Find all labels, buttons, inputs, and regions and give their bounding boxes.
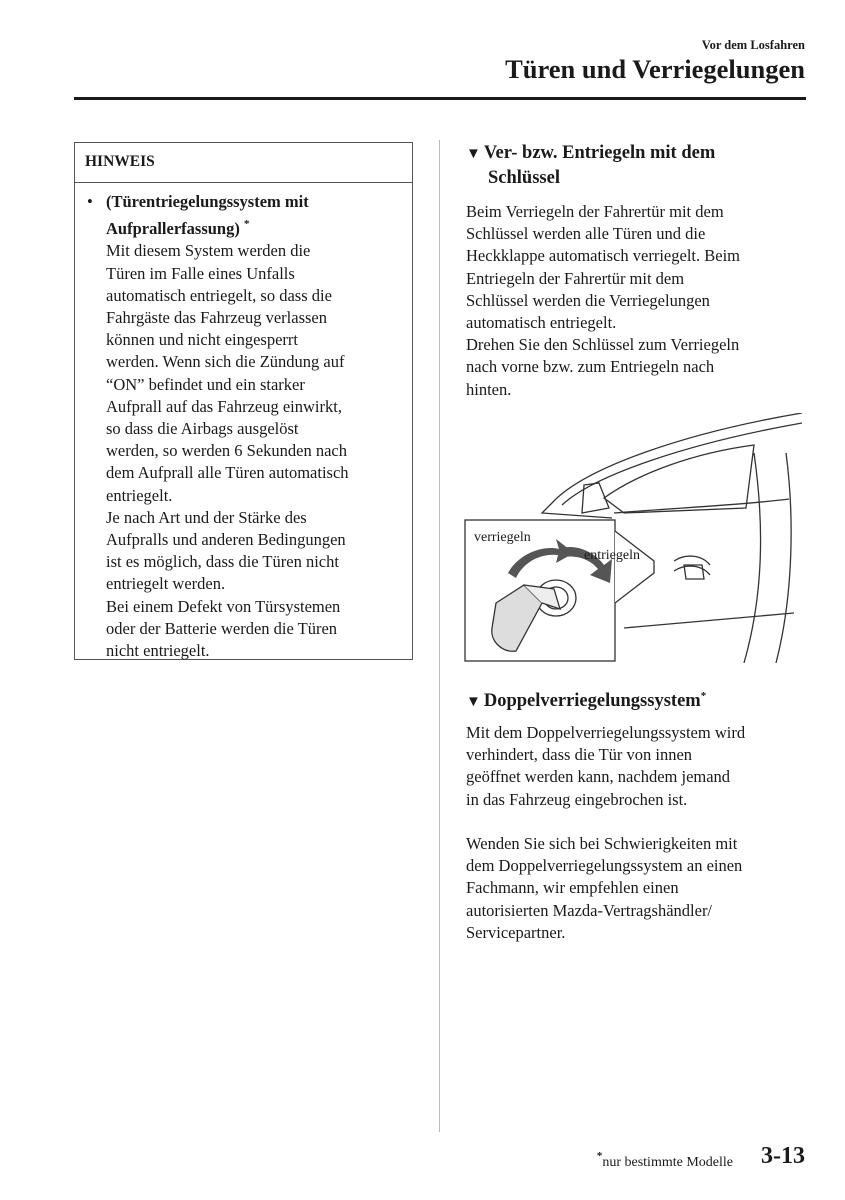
label-unlock: entriegeln <box>584 548 640 563</box>
note-line: entriegelt werden. <box>106 574 226 594</box>
section-heading-key-locking <box>466 141 715 190</box>
footnote-text: nur bestimmte Modelle <box>602 1155 733 1170</box>
column-divider <box>439 140 440 1132</box>
note-line: ist es möglich, dass die Türen nicht <box>106 552 339 572</box>
body-line: in das Fahrzeug eingebrochen ist. <box>466 789 688 809</box>
body-line: Servicepartner. <box>466 922 566 942</box>
header-rule <box>74 97 806 100</box>
note-box <box>74 142 413 660</box>
note-line: dem Aufprall alle Türen automatisch <box>106 463 349 483</box>
note-line: werden, so werden 6 Sekunden nach <box>106 441 348 461</box>
triangle-marker-icon: ▼ <box>466 146 481 162</box>
body-line: geöffnet werden kann, nachdem jemand <box>466 767 731 787</box>
footnote <box>597 1150 733 1171</box>
body-line: Fachmann, wir empfehlen einen <box>466 878 679 898</box>
body-line: Schlüssel werden alle Türen und die <box>466 224 706 244</box>
section-heading-text: Doppelverriegelungssystem <box>483 691 701 711</box>
body-line: dem Doppelverriegelungssystem an einen <box>466 856 743 876</box>
note-heading: HINWEIS <box>75 143 412 183</box>
section-label: Vor dem Losfahren <box>701 38 805 52</box>
note-item-title-line2 <box>106 213 402 240</box>
note-line: nicht entriegelt. <box>106 641 210 661</box>
body-line: Drehen Sie den Schlüssel zum Verriegeln <box>466 335 740 355</box>
note-body <box>75 183 412 662</box>
note-line: oder der Batterie werden die Türen <box>106 618 338 638</box>
note-line: entriegelt. <box>106 485 173 505</box>
window-outline <box>604 445 754 513</box>
section-heading-line2: Schlüssel <box>488 168 560 188</box>
triangle-marker-icon: ▼ <box>466 694 481 710</box>
section2-para1 <box>466 722 811 811</box>
note-line: Bei einem Defekt von Türsystemen <box>106 596 341 616</box>
page-title: Türen und Verriegelungen <box>505 54 805 84</box>
body-line: verhindert, dass die Tür von innen <box>466 745 693 765</box>
body-line: nach vorne bzw. zum Entriegeln nach <box>466 357 715 377</box>
door-lock-figure <box>464 413 804 663</box>
note-line: automatisch entriegelt, so dass die <box>106 285 332 305</box>
section-heading-double-locking <box>466 684 706 714</box>
note-line: Je nach Art und der Stärke des <box>106 507 307 527</box>
inset-pointer <box>615 531 654 603</box>
body-line: Schlüssel werden die Verriegelungen <box>466 290 710 310</box>
note-line: Aufpralls und anderen Bedingungen <box>106 530 346 550</box>
body-line: autorisierten Mazda-Vertragshändler/ <box>466 900 713 920</box>
bullet-marker: • <box>87 192 93 211</box>
label-lock: verriegeln <box>474 530 531 545</box>
body-line: Entriegeln der Fahrertür mit dem <box>466 268 685 288</box>
roof-line <box>552 413 802 503</box>
note-line: so dass die Airbags ausgelöst <box>106 419 299 439</box>
door-lock-illustration <box>464 413 804 663</box>
note-line: Türen im Falle eines Unfalls <box>106 263 295 283</box>
note-line: “ON” befindet und ein starker <box>106 374 305 394</box>
body-line: automatisch entriegelt. <box>466 313 617 333</box>
body-line: Mit dem Doppelverriegelungssystem wird <box>466 723 746 742</box>
section2-para2 <box>466 833 811 944</box>
page-number: 3-13 <box>761 1143 805 1169</box>
door-edge <box>776 453 791 663</box>
body-line: hinten. <box>466 379 512 399</box>
body-line: Wenden Sie sich bei Schwierigkeiten mit <box>466 834 738 853</box>
asterisk-mark: * <box>243 218 250 231</box>
door-handle <box>674 556 710 565</box>
body-line: Beim Verriegeln der Fahrertür mit dem <box>466 202 724 221</box>
note-item-title: (Türentriegelungssystem mit <box>106 192 309 211</box>
asterisk-mark: * <box>700 690 707 702</box>
note-item-title-text: Aufprallerfassung) <box>106 219 240 239</box>
note-line: Aufprall auf das Fahrzeug einwirkt, <box>106 396 342 416</box>
section-heading-line1: Ver- bzw. Entriegeln mit dem <box>483 143 716 163</box>
note-line: Mit diesem System werden die <box>106 241 311 261</box>
note-line: werden. Wenn sich die Zündung auf <box>106 352 345 372</box>
note-line: Fahrgäste das Fahrzeug verlassen <box>106 308 328 328</box>
note-line: können und nicht eingesperrt <box>106 330 298 350</box>
body-line: Heckklappe automatisch verriegelt. Beim <box>466 246 740 266</box>
asterisk-mark: * <box>596 1150 603 1162</box>
section1-body <box>466 201 811 401</box>
